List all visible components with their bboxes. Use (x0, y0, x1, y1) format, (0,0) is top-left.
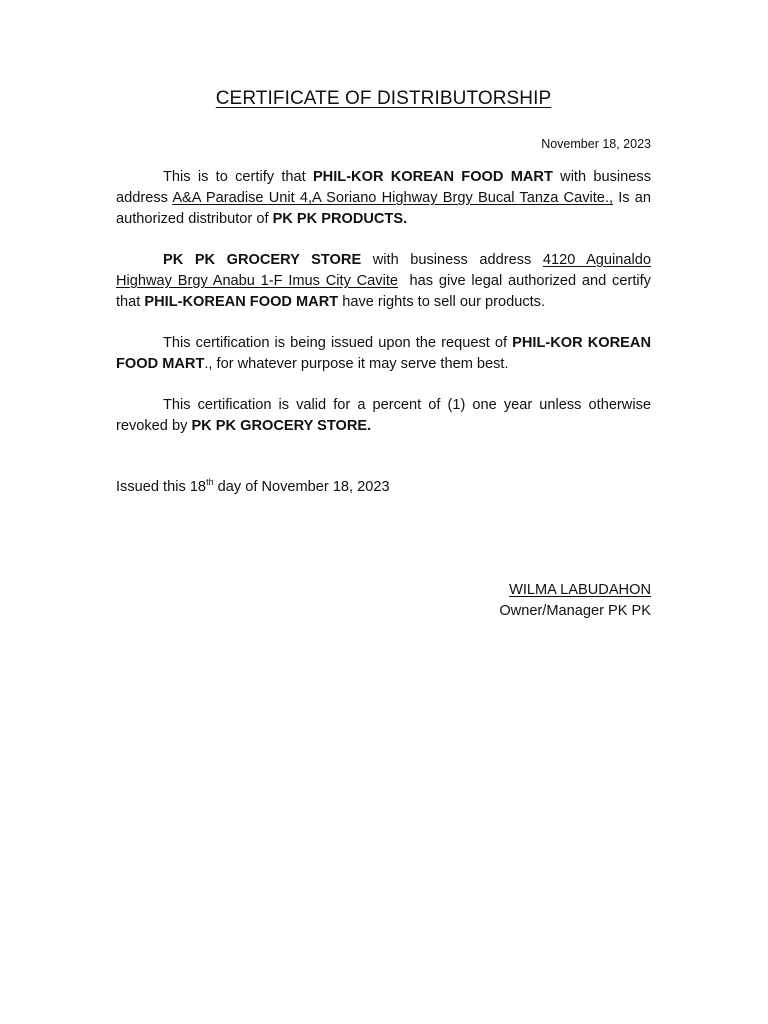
p2-text-3: have rights to sell our products. (338, 294, 546, 310)
document-date: November 18, 2023 (541, 137, 651, 151)
p3-text-2: ., for whatever purpose it may serve them best. (204, 356, 509, 372)
issued-ordinal-suffix: th (206, 477, 214, 487)
paragraph-issuance-request (116, 333, 651, 375)
paragraph-grocery-authorization (116, 250, 656, 313)
signatory-name: WILMA LABUDAHON (509, 582, 651, 598)
p2-company-name: PHIL-KOREAN FOOD MART (144, 294, 339, 310)
p4-store-name: PK PK GROCERY STORE. (191, 418, 372, 434)
p2-text-2: has give legal authorized and certify that (116, 273, 656, 310)
paragraph-certify-distributor (116, 167, 651, 230)
p1-business-address: A&A Paradise Unit 4,A Soriano Highway Brgy Bucal Tanza Cavite., (172, 190, 614, 206)
p1-products-name: PK PK PRODUCTS. (272, 211, 408, 227)
certificate-page (116, 88, 656, 622)
p1-company-name: PHIL-KOR KOREAN FOOD MART (312, 169, 553, 185)
p1-text-1: This is to certify that (163, 169, 313, 185)
p2-business-address: 4120 Aguinaldo Highway Brgy Anabu 1-F Imus City Cavite (116, 252, 651, 289)
issued-text-1: Issued this 18 (116, 479, 207, 495)
p3-text-1: This certification is being issued upon the request of (163, 335, 513, 351)
signature-block (116, 580, 651, 622)
issued-text-2: day of November 18, 2023 (213, 479, 390, 495)
document-title: CERTIFICATE OF DISTRIBUTORSHIP (215, 88, 552, 109)
issued-date-line (116, 477, 651, 498)
p2-store-name: PK PK GROCERY STORE (163, 252, 362, 268)
p1-text-3: Is an authorized distributor of (116, 190, 651, 227)
p2-text-1: with business address (361, 252, 543, 268)
signatory-role: Owner/Manager PK PK (499, 603, 651, 619)
p4-text-1: This certification is valid for a percent of (1) one year unless otherwise revoked by (116, 397, 651, 434)
p3-company-name: PHIL-KOR KOREAN FOOD MART (116, 335, 651, 372)
paragraph-validity (116, 395, 651, 437)
p1-text-2: with business address (116, 169, 651, 206)
